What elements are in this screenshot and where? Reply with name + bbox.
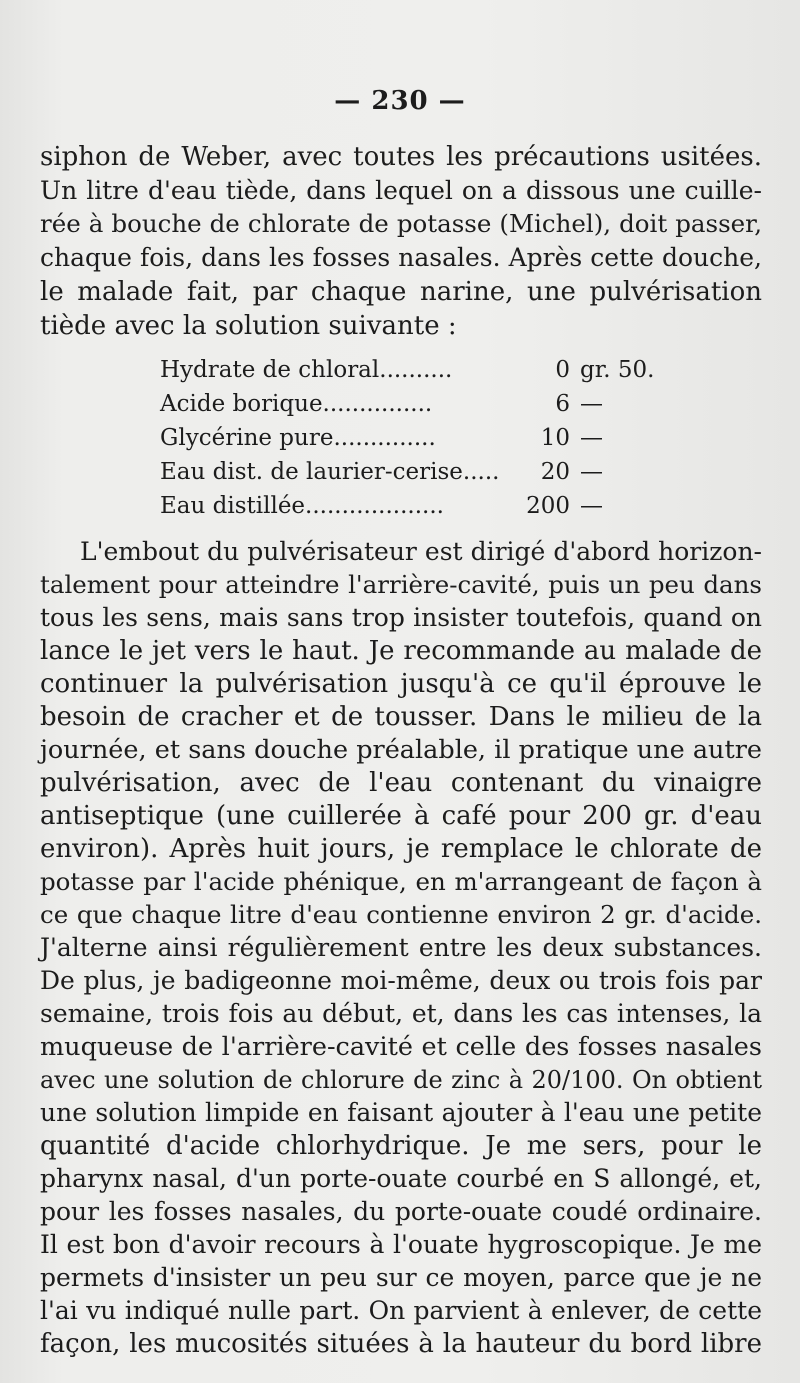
text-line: semaine, trois fois au début, et, dans les cas intenses, la — [40, 999, 762, 1028]
text-line: J'alterne ainsi régulièrement entre les deux substances. — [40, 933, 762, 962]
text-line: une solution limpide en faisant ajouter à l'eau une petite — [40, 1098, 762, 1127]
ingredient-quantity: 20 — [540, 459, 570, 485]
text-line: lance le jet vers le haut. Je recommande au malade de — [40, 636, 762, 666]
text-line: façon, les mucosités situées à la hauteur du bord libre — [40, 1329, 762, 1359]
text-line: chaque fois, dans les fosses nasales. Après cette douche, — [40, 243, 762, 272]
ingredient-name: Hydrate de chloral.......... — [160, 357, 453, 383]
ingredient-unit: — — [580, 493, 603, 519]
ingredient-quantity: 6 — [555, 391, 570, 417]
text-line: continuer la pulvérisation jusqu'à ce qu'il éprouve le — [40, 669, 762, 699]
text-line: journée, et sans douche préalable, il pratique une autre — [40, 735, 762, 765]
text-line: quantité d'acide chlorhydrique. Je me sers, pour le — [40, 1131, 762, 1161]
text-line: le malade fait, par chaque narine, une pulvérisation — [40, 277, 762, 307]
text-line: potasse par l'acide phénique, en m'arrangeant de façon à — [40, 867, 762, 896]
text-line: tous les sens, mais sans trop insister toutefois, quand on — [40, 603, 762, 632]
text-line: muqueuse de l'arrière-cavité et celle des fosses nasales — [40, 1032, 762, 1062]
text-line: pulvérisation, avec de l'eau contenant du vinaigre — [40, 768, 762, 798]
text-line: Un litre d'eau tiède, dans lequel on a dissous une cuille- — [40, 176, 762, 205]
ingredient-unit: — — [580, 391, 603, 417]
ingredient-name: Acide borique............... — [160, 391, 433, 417]
ingredient-name: Glycérine pure.............. — [160, 425, 436, 451]
formula-row — [160, 356, 720, 384]
text-line: siphon de Weber, avec toutes les précautions usitées. — [40, 142, 762, 172]
text-line: De plus, je badigeonne moi-même, deux ou trois fois par — [40, 966, 762, 995]
text-line: tiède avec la solution suivante : — [40, 311, 457, 341]
ingredient-name: Eau dist. de laurier-cerise..... — [160, 459, 500, 485]
formula-row — [160, 424, 720, 452]
text-line: L'embout du pulvérisateur est dirigé d'abord horizon- — [80, 537, 762, 566]
ingredient-quantity: 200 — [526, 493, 570, 519]
ingredient-unit: gr. 50. — [580, 357, 655, 383]
text-line: talement pour atteindre l'arrière-cavité, puis un peu dans — [40, 570, 762, 599]
ingredient-name: Eau distillée................... — [160, 493, 444, 519]
text-line: permets d'insister un peu sur ce moyen, parce que je ne — [40, 1263, 762, 1292]
text-line: antiseptique (une cuillerée à café pour 200 gr. d'eau — [40, 801, 762, 831]
text-line: pour les fosses nasales, du porte-ouate coudé ordinaire. — [40, 1197, 762, 1226]
text-line: Il est bon d'avoir recours à l'ouate hygroscopique. Je me — [40, 1230, 762, 1259]
text-line: environ). Après huit jours, je remplace le chlorate de — [40, 834, 762, 864]
ingredient-unit: — — [580, 425, 603, 451]
ingredient-unit: — — [580, 459, 603, 485]
text-line: pharynx nasal, d'un porte-ouate courbé en S allongé, et, — [40, 1164, 762, 1193]
text-line: besoin de cracher et de tousser. Dans le milieu de la — [40, 702, 762, 732]
formula-row — [160, 492, 720, 520]
text-line: avec une solution de chlorure de zinc à 20/100. On obtient — [40, 1066, 762, 1094]
ingredient-quantity: 10 — [540, 425, 570, 451]
text-line: rée à bouche de chlorate de potasse (Michel), doit passer, — [40, 209, 762, 238]
page-number: — 230 — — [334, 86, 466, 116]
text-line: ce que chaque litre d'eau contienne environ 2 gr. d'acide. — [40, 900, 762, 929]
formula-row — [160, 390, 720, 418]
formula-row — [160, 458, 720, 486]
ingredient-quantity: 0 — [555, 357, 570, 383]
text-line: l'ai vu indiqué nulle part. On parvient à enlever, de cette — [40, 1296, 762, 1325]
